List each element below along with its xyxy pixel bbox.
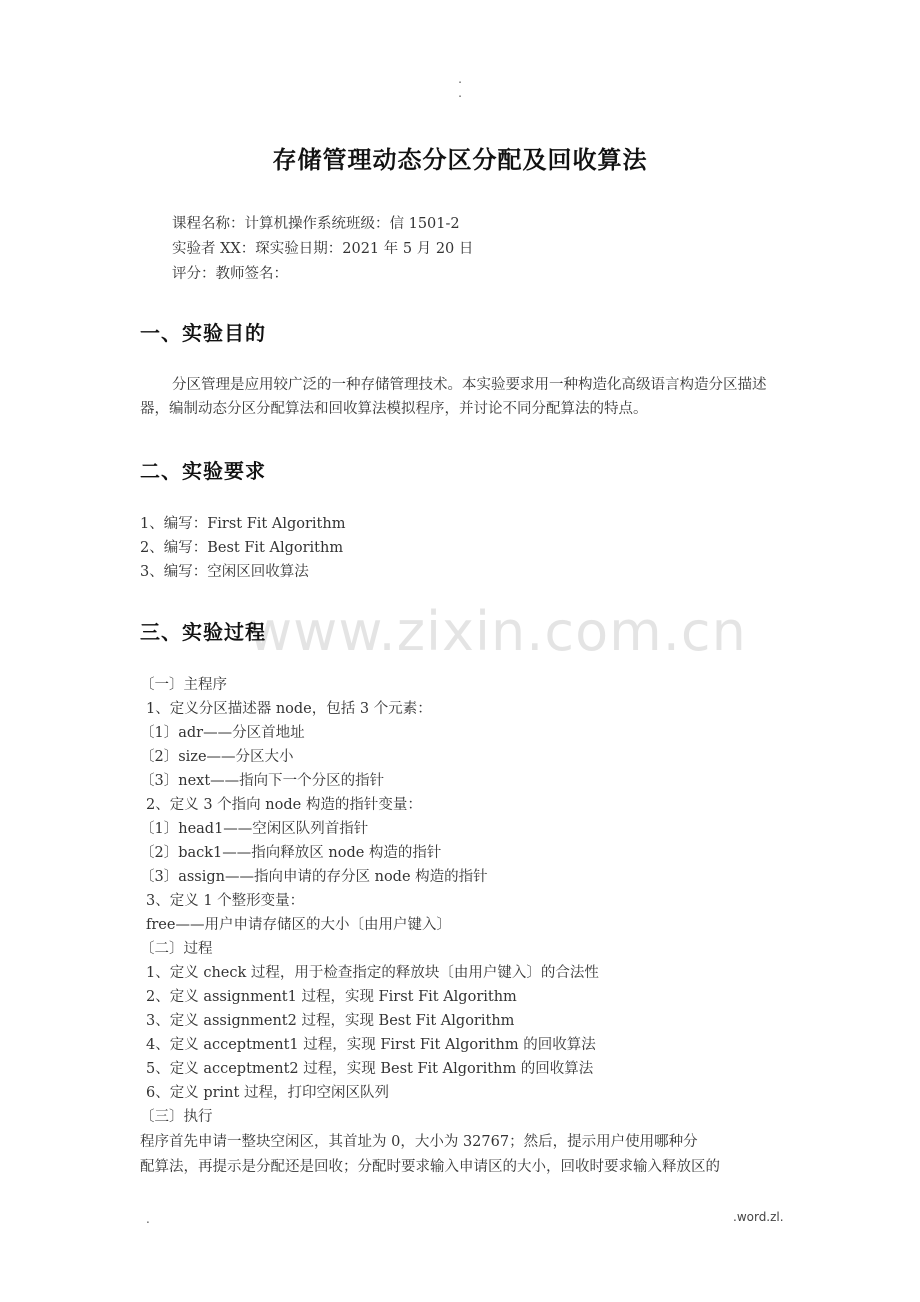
process-line: 〔一〕主程序 bbox=[140, 677, 227, 693]
section-heading-process: 三、实验过程 bbox=[140, 620, 266, 644]
process-line: 6、定义 print 过程，打印空闲区队列 bbox=[146, 1085, 389, 1101]
process-line: 3、定义 1 个整形变量： bbox=[146, 893, 305, 909]
process-line: 〔2〕size——分区大小 bbox=[140, 749, 294, 765]
document-title: 存储管理动态分区分配及回收算法 bbox=[272, 145, 648, 174]
section-heading-requirements: 二、实验要求 bbox=[140, 459, 266, 483]
process-line: 2、定义 3 个指向 node 构造的指针变量： bbox=[146, 797, 422, 813]
process-line: 2、定义 assignment1 过程，实现 First Fit Algorithm bbox=[146, 989, 517, 1005]
process-line: 1、定义分区描述器 node，包括 3 个元素： bbox=[146, 701, 432, 717]
requirement-item: 2、编写：Best Fit Algorithm bbox=[140, 540, 344, 556]
process-line: 配算法，再提示是分配还是回收；分配时要求输入申请区的大小，回收时要求输入释放区的 bbox=[140, 1159, 720, 1175]
footer-right-mark: .word.zl. bbox=[733, 1210, 784, 1224]
process-line: 〔二〕过程 bbox=[140, 941, 213, 957]
process-line: 4、定义 acceptment1 过程，实现 First Fit Algorithm 的回收算法 bbox=[146, 1037, 596, 1053]
meta-score-line: 评分：教师签名： bbox=[172, 266, 288, 282]
footer-left-mark: . bbox=[146, 1212, 150, 1226]
meta-experimenter-line: 实验者 XX：琛实验日期：2021 年 5 月 20 日 bbox=[172, 241, 474, 257]
requirement-item: 3、编写：空闲区回收算法 bbox=[140, 564, 309, 580]
process-line: 5、定义 acceptment2 过程，实现 Best Fit Algorithm 的回收算法 bbox=[146, 1061, 594, 1077]
process-line: 3、定义 assignment2 过程，实现 Best Fit Algorithm bbox=[146, 1013, 515, 1029]
meta-course-line: 课程名称：计算机操作系统班级：信 1501-2 bbox=[172, 216, 460, 232]
purpose-paragraph: 分区管理是应用较广泛的一种存储管理技术。本实验要求用一种构造化高级语言构造分区描述器，编制动态分区分配算法和回收算法模拟程序，并讨论不同分配算法的特点。 bbox=[140, 377, 767, 417]
header-dot-2: . bbox=[458, 86, 462, 100]
process-line: free——用户申请存储区的大小〔由用户键入〕 bbox=[146, 917, 451, 933]
section-heading-purpose: 一、实验目的 bbox=[140, 321, 266, 345]
requirement-item: 1、编写：First Fit Algorithm bbox=[140, 516, 346, 532]
process-line: 程序首先申请一整块空闲区，其首址为 0，大小为 32767；然后，提示用户使用哪种分 bbox=[140, 1134, 698, 1150]
process-line: 〔3〕next——指向下一个分区的指针 bbox=[140, 773, 385, 789]
process-line: 〔1〕adr——分区首地址 bbox=[140, 725, 305, 741]
process-line: 1、定义 check 过程，用于检查指定的释放块〔由用户键入〕的合法性 bbox=[146, 965, 599, 981]
header-dot-1: . bbox=[458, 72, 462, 86]
process-line: 〔2〕back1——指向释放区 node 构造的指针 bbox=[140, 845, 442, 861]
process-line: 〔三〕执行 bbox=[140, 1109, 213, 1125]
header-dots bbox=[456, 72, 464, 100]
process-line: 〔3〕assign——指向申请的存分区 node 构造的指针 bbox=[140, 869, 488, 885]
watermark-text: www.zixin.com.cn bbox=[248, 600, 747, 663]
process-line: 〔1〕head1——空闲区队列首指针 bbox=[140, 821, 369, 837]
